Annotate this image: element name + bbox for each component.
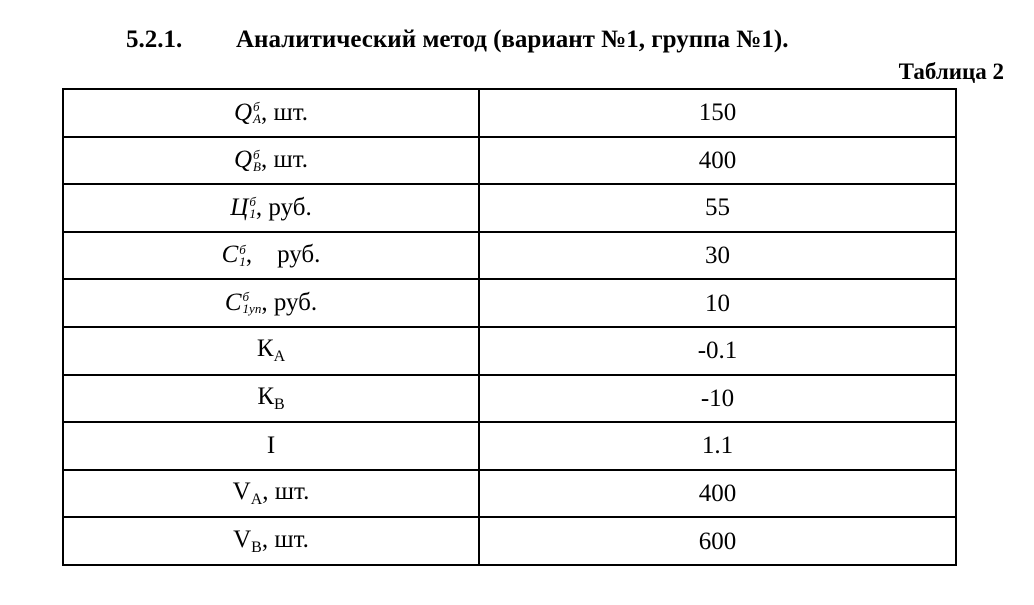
parameter-symbol: V [233, 525, 252, 553]
table-row [63, 232, 956, 280]
value-cell: 600 [479, 517, 956, 565]
value-cell: 1.1 [479, 422, 956, 470]
table-row [63, 470, 956, 518]
parameter-subscript: В [251, 538, 262, 556]
table-caption: Таблица 2 [898, 59, 1004, 84]
parameter-subscript: А [273, 348, 286, 366]
value-cell: 400 [479, 470, 956, 518]
table-row [63, 137, 956, 185]
parameter-superscript: б [253, 146, 260, 162]
parameter-cell [63, 327, 479, 375]
parameter-unit: , шт. [260, 98, 309, 126]
parameter-symbol: V [232, 478, 251, 506]
value-cell: -10 [479, 375, 956, 423]
parameter-subscript: 1 [249, 206, 256, 222]
parameter-subscript: А [250, 491, 263, 509]
table-row [63, 89, 956, 137]
parameter-subscript: 1 [239, 253, 246, 269]
value-cell: -0.1 [479, 327, 956, 375]
section-heading [126, 25, 788, 55]
parameter-cell [63, 184, 479, 232]
parameter-unit: , шт. [262, 478, 310, 506]
table-row [63, 279, 956, 327]
parameter-symbol: C [221, 241, 239, 269]
parameter-cell [63, 137, 479, 185]
parameter-unit: , шт. [260, 146, 309, 174]
value-cell: 150 [479, 89, 956, 137]
parameter-symbol: I [266, 432, 276, 460]
parameter-superscript: б [249, 194, 256, 210]
table-row [63, 375, 956, 423]
parameter-cell [63, 89, 479, 137]
value-cell: 30 [479, 232, 956, 280]
parameter-superscript: б [253, 98, 260, 114]
parameter-cell [63, 232, 479, 280]
parameter-unit: , руб. [261, 289, 318, 317]
parameter-symbol: К [257, 382, 274, 410]
parameter-cell [63, 375, 479, 423]
table-row [63, 517, 956, 565]
table-row [63, 422, 956, 470]
value-cell: 400 [479, 137, 956, 185]
parameter-cell [63, 279, 479, 327]
parameter-cell [63, 517, 479, 565]
parameter-subscript: B [253, 158, 261, 174]
parameter-symbol: Ц [230, 193, 249, 221]
parameter-symbol: C [224, 289, 242, 317]
parameter-unit: , руб. [245, 241, 321, 269]
parameter-symbol: К [256, 335, 274, 363]
parameter-superscript: б [239, 241, 246, 257]
table-row [63, 184, 956, 232]
value-cell: 55 [479, 184, 956, 232]
parameter-cell [63, 422, 479, 470]
value-cell: 10 [479, 279, 956, 327]
parameter-subscript: В [274, 395, 285, 413]
section-number: 5.2.1. [126, 26, 183, 53]
parameter-symbol: Q [233, 98, 253, 126]
table-row [63, 327, 956, 375]
parameter-superscript: б [242, 289, 250, 305]
parameters-table [62, 88, 957, 566]
parameter-cell [63, 470, 479, 518]
section-title: Аналитический метод (вариант №1, группа №1). [236, 26, 789, 53]
parameter-unit: , шт. [261, 525, 309, 553]
parameter-symbol: Q [233, 146, 253, 174]
parameter-unit: , руб. [255, 193, 312, 221]
parameter-subscript: 1уп [242, 301, 262, 317]
parameter-subscript: A [253, 110, 261, 126]
